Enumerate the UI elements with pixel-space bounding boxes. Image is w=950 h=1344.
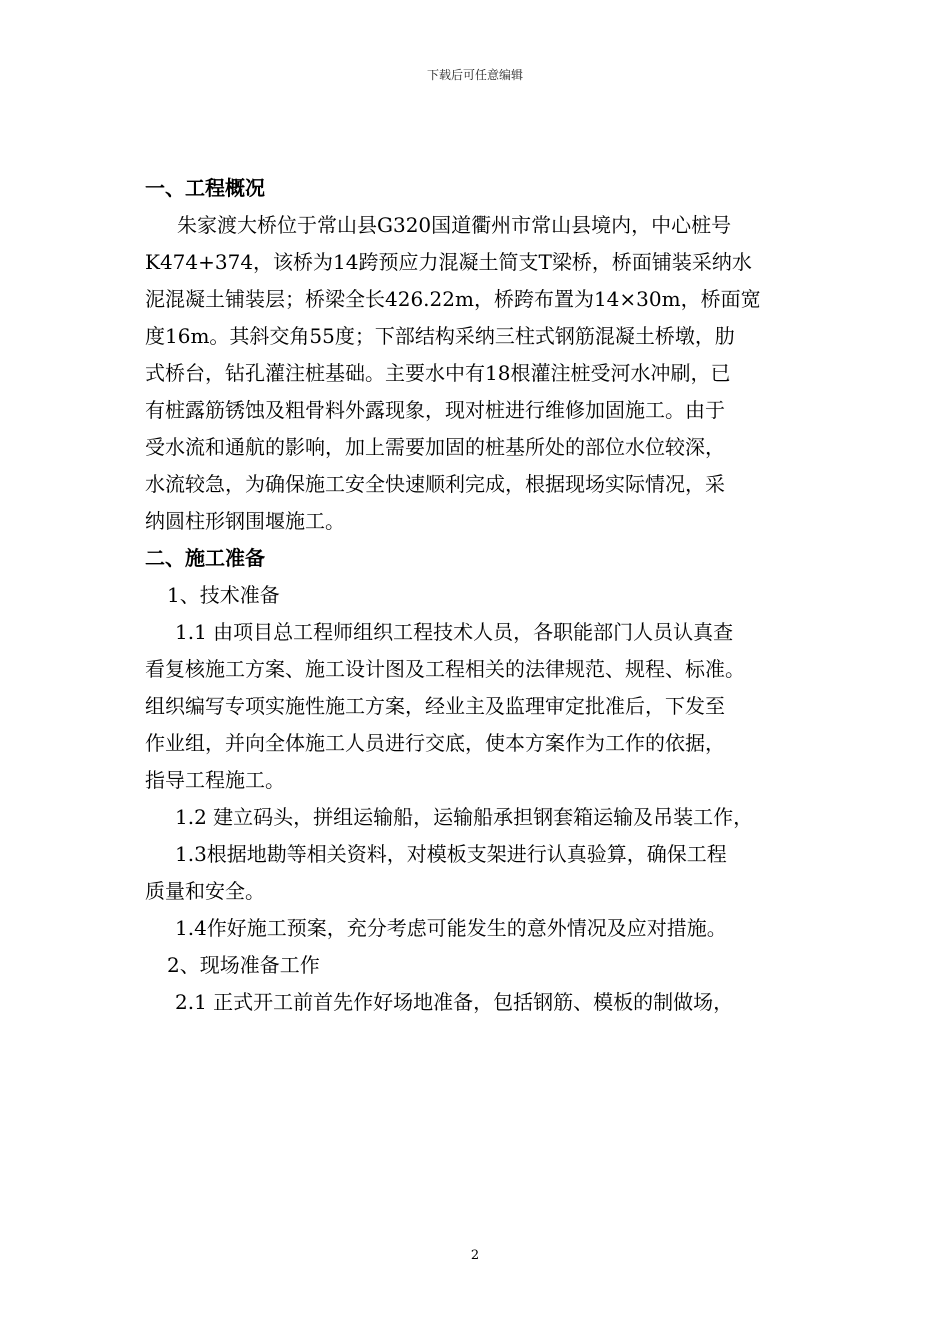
paragraph-line: 1.1 由项目总工程师组织工程技术人员，各职能部门人员认真查	[175, 620, 734, 644]
paragraph-line: 朱家渡大桥位于常山县G320国道衢州市常山县境内，中心桩号	[177, 213, 732, 237]
section-heading-preparation: 二、施工准备	[145, 546, 265, 570]
paragraph-line: 度16m。其斜交角55度；下部结构采纳三柱式钢筋混凝土桥墩，肋	[145, 324, 735, 348]
paragraph-line: 水流较急，为确保施工安全快速顺利完成，根据现场实际情况，采	[145, 472, 725, 496]
paragraph-line: 看复核施工方案、施工设计图及工程相关的法律规范、规程、标准。	[145, 657, 745, 681]
paragraph-line: 有桩露筋锈蚀及粗骨料外露现象，现对桩进行维修加固施工。由于	[145, 398, 725, 422]
paragraph-line: 受水流和通航的影响，加上需要加固的桩基所处的部位水位较深，	[145, 435, 725, 459]
paragraph-line: 质量和安全。	[145, 879, 265, 903]
paragraph-line: 指导工程施工。	[145, 768, 285, 792]
subsection-title-technical: 1、技术准备	[167, 583, 280, 607]
paragraph-line: 组织编写专项实施性施工方案，经业主及监理审定批准后，下发至	[145, 694, 725, 718]
paragraph-line: K474+374，该桥为14跨预应力混凝土简支T梁桥，桥面铺装采纳水	[145, 250, 752, 274]
document-body	[145, 170, 825, 1021]
header-note: 下载后可任意编辑	[426, 68, 523, 82]
section-heading-overview: 一、工程概况	[145, 176, 265, 200]
paragraph-line: 作业组，并向全体施工人员进行交底，使本方案作为工作的依据，	[145, 731, 725, 755]
paragraph-line: 1.4作好施工预案，充分考虑可能发生的意外情况及应对措施。	[175, 916, 727, 940]
page-number: 2	[470, 1248, 480, 1263]
paragraph-line: 式桥台，钻孔灌注桩基础。主要水中有18根灌注桩受河水冲刷，已	[145, 361, 731, 385]
paragraph-line: 2.1 正式开工前首先作好场地准备，包括钢筋、模板的制做场，	[175, 990, 734, 1014]
paragraph-line: 泥混凝土铺装层；桥梁全长426.22m，桥跨布置为14×30m，桥面宽	[145, 287, 761, 311]
paragraph-line: 1.3根据地勘等相关资料，对模板支架进行认真验算，确保工程	[175, 842, 727, 866]
subsection-title-site: 2、现场准备工作	[167, 953, 320, 977]
paragraph-line: 纳圆柱形钢围堰施工。	[145, 509, 345, 533]
paragraph-line: 1.2 建立码头，拼组运输船，运输船承担钢套箱运输及吊装工作，	[175, 805, 754, 829]
